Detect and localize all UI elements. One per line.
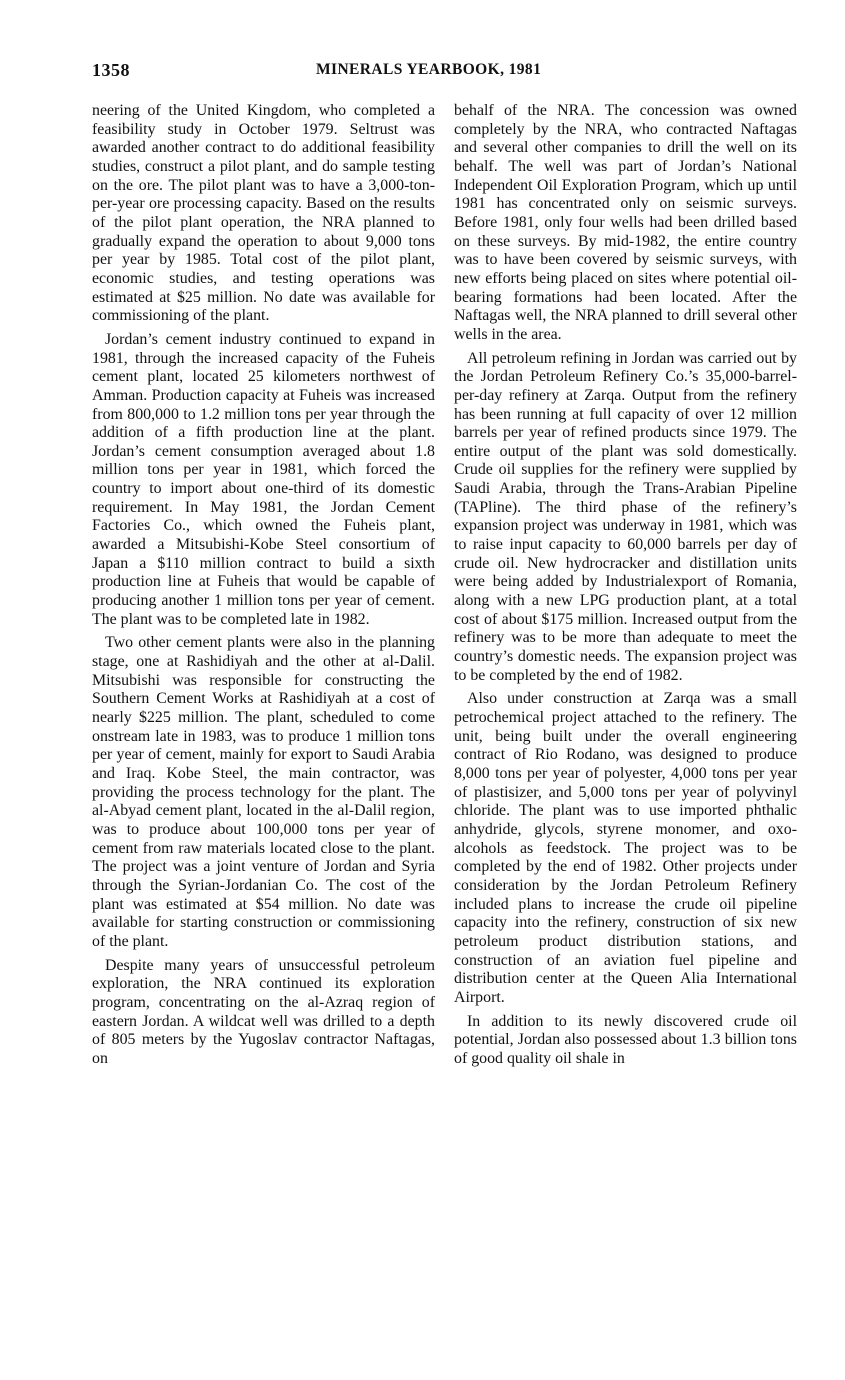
paragraph: All petroleum refining in Jordan was carried out by the Jordan Petroleum Refinery Co.’s 35,000-barrel-per-day refinery at Zarqa. Output from the refinery has been running at full capacity of over 12 million barrels per year of refined products since 1979. The entire output of the plant was sold domestically. Crude oil supplies for the refinery were supplied by Saudi Arabia, through the Trans-Arabian Pipeline (TAPline). The third phase of the refinery’s expansion project was underway in 1981, which was to raise input capacity to 60,000 barrels per day of crude oil. New hydrocracker and distillation units were being added by Industrialexport of Romania, along with a new LPG production plant, at a total cost of about $175 million. Increased output from the refinery was to be more than adequate to meet the country’s domestic needs. The expansion project was to be completed by the end of 1982. [454,349,797,684]
paragraph: Jordan’s cement industry continued to expand in 1981, through the increased capacity of the Fuheis cement plant, located 25 kilometers northwest of Amman. Production capacity at Fuheis was increased from 800,000 to 1.2 million tons per year through the addition of a fifth production line at the plant. Jordan’s cement consumption averaged about 1.8 million tons per year in 1981, which forced the country to import about one-third of its domestic requirement. In May 1981, the Jordan Cement Factories Co., which owned the Fuheis plant, awarded a Mitsubishi-Kobe Steel consortium of Japan a $110 million contract to build a sixth production line at Fuheis that would be capable of producing another 1 million tons per year of cement. The plant was to be completed late in 1982. [92,330,435,628]
paragraph: behalf of the NRA. The concession was owned completely by the NRA, who contracted Naftagas and several other companies to drill the well on its behalf. The well was part of Jordan’s National Independent Oil Exploration Program, which up until 1981 has concentrated only on seismic surveys. Before 1981, only four wells had been drilled based on these surveys. By mid-1982, the entire country was to have been covered by seismic surveys, with new efforts being placed on sites where potential oil-bearing formations had been located. After the Naftagas well, the NRA planned to drill several other wells in the area. [454,102,797,343]
right-column [454,102,797,1073]
running-head: MINERALS YEARBOOK, 1981 [316,61,542,78]
paragraph: In addition to its newly discovered crude oil potential, Jordan also possessed about 1.3 billion tons of good quality oil shale in [454,1012,797,1067]
paragraph: neering of the United Kingdom, who completed a feasibility study in October 1979. Seltrust was awarded another contract to do additional feasibility studies, construct a pilot plant, and do sample testing on the ore. The pilot plant was to have a 3,000-ton-per-year ore processing capacity. Based on the results of the pilot plant operation, the NRA planned to gradually expand the operation to about 9,000 tons per year by 1985. Total cost of the pilot plant, economic studies, and testing operations was estimated at $25 million. No date was available for commissioning of the plant. [92,102,435,325]
paragraph: Two other cement plants were also in the planning stage, one at Rashidiyah and the other at al-Dalil. Mitsubishi was responsible for constructing the Southern Cement Works at Rashidiyah at a cost of nearly $225 million. The plant, scheduled to come onstream late in 1983, was to produce 1 million tons per year of cement, mainly for export to Saudi Arabia and Iraq. Kobe Steel, the main contractor, was providing the process technology for the plant. The al-Abyad cement plant, located in the al-Dalil region, was to produce about 100,000 tons per year of cement from raw materials located close to the plant. The project was a joint venture of Jordan and Syria through the Syrian-Jordanian Co. The cost of the plant was estimated at $54 million. No date was available for starting construction or commissioning of the plant. [92,634,435,950]
page-header [92,60,800,84]
left-column [92,102,435,1073]
page-number: 1358 [92,60,130,80]
paragraph: Also under construction at Zarqa was a small petrochemical project attached to the refinery. The unit, being built under the overall engineering contract of Rio Rodano, was designed to produce 8,000 tons per year of polyester, 4,000 tons per year of plastisizer, and 5,000 tons per year of polyvinyl chloride. The plant was to use imported phthalic anhydride, glycols, styrene monomer, and oxo-alcohols as feedstock. The project was to be completed by the end of 1982. Other projects under consideration by the Jordan Petroleum Refinery included plans to increase the crude oil pipeline capacity into the refinery, construction of six new petroleum product distribution stations, and construction of an aviation fuel pipeline and distribution center at the Queen Alia International Airport. [454,690,797,1006]
paragraph: Despite many years of unsuccessful petroleum exploration, the NRA continued its exploration program, concentrating on the al-Azraq region of eastern Jordan. A wildcat well was drilled to a depth of 805 meters by the Yugoslav contractor Naftagas, on [92,956,435,1067]
